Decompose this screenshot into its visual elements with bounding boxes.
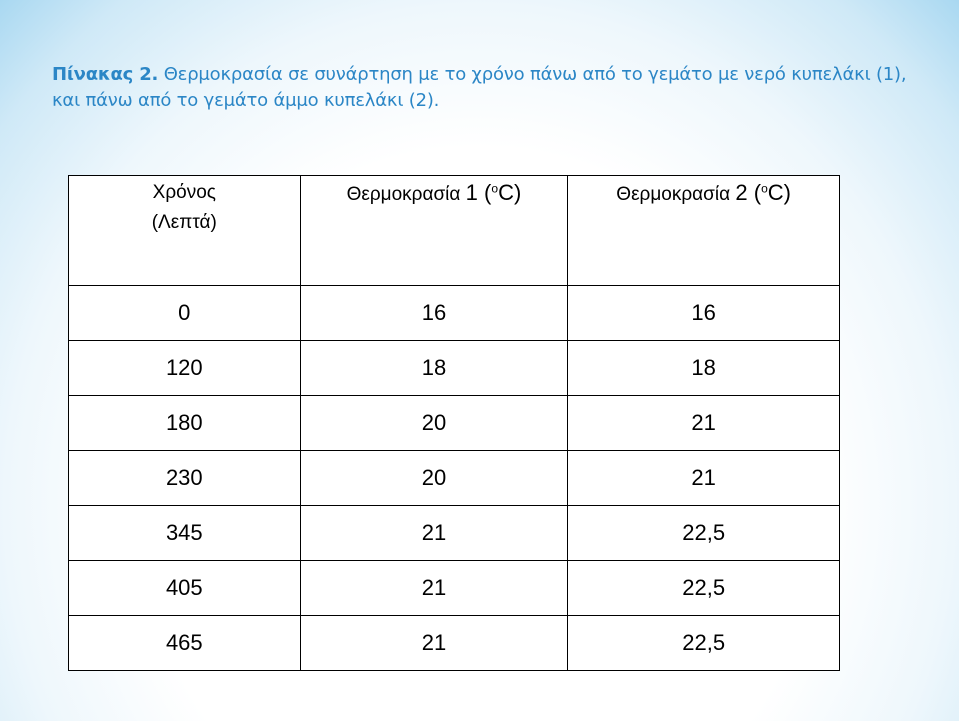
header-temperature-2 bbox=[568, 176, 840, 286]
header-t2-close: C) bbox=[767, 180, 791, 205]
header-t1-degree: ο bbox=[491, 181, 499, 196]
cell-temperature-2: 22,5 bbox=[568, 616, 840, 671]
cell-temperature-1: 20 bbox=[300, 451, 568, 506]
caption-label: Πίνακας 2. bbox=[52, 64, 159, 85]
caption-text: Θερμοκρασία σε συνάρτηση με το χρόνο πάνω από το γεμάτο με νερό κυπελάκι (1), και πάνω από το γεμάτο άμμο κυπελάκι (2). bbox=[52, 64, 907, 111]
header-t2-degree: ο bbox=[761, 181, 768, 196]
cell-time: 405 bbox=[69, 561, 301, 616]
table-row bbox=[69, 451, 840, 506]
header-row bbox=[69, 176, 840, 286]
table-row bbox=[69, 616, 840, 671]
cell-temperature-1: 16 bbox=[300, 286, 568, 341]
header-t1-num: 1 bbox=[465, 180, 478, 205]
header-t2-num: 2 bbox=[735, 180, 748, 205]
cell-temperature-1: 21 bbox=[300, 506, 568, 561]
header-time bbox=[69, 176, 301, 286]
cell-temperature-1: 20 bbox=[300, 396, 568, 451]
cell-temperature-1: 21 bbox=[300, 616, 568, 671]
cell-time: 465 bbox=[69, 616, 301, 671]
cell-temperature-1: 18 bbox=[300, 341, 568, 396]
header-t2-prefix: Θερμοκρασία bbox=[616, 184, 736, 205]
header-t1-prefix: Θερμοκρασία bbox=[346, 184, 466, 205]
cell-temperature-2: 21 bbox=[568, 396, 840, 451]
table-row bbox=[69, 286, 840, 341]
table-row bbox=[69, 506, 840, 561]
cell-temperature-2: 18 bbox=[568, 341, 840, 396]
cell-time: 0 bbox=[69, 286, 301, 341]
cell-temperature-2: 21 bbox=[568, 451, 840, 506]
cell-time: 180 bbox=[69, 396, 301, 451]
header-time-line2: (Λεπτά) bbox=[151, 212, 217, 233]
cell-temperature-1: 21 bbox=[300, 561, 568, 616]
header-t1-open: ( bbox=[477, 180, 492, 205]
cell-time: 345 bbox=[69, 506, 301, 561]
header-t1-close: C) bbox=[498, 180, 522, 205]
cell-temperature-2: 22,5 bbox=[568, 561, 840, 616]
header-temperature-1 bbox=[300, 176, 568, 286]
header-t2-open: ( bbox=[747, 180, 762, 205]
cell-time: 230 bbox=[69, 451, 301, 506]
cell-temperature-2: 22,5 bbox=[568, 506, 840, 561]
table-row bbox=[69, 341, 840, 396]
temperature-table bbox=[68, 175, 840, 671]
header-time-line1: Χρόνος bbox=[152, 182, 216, 203]
table-row bbox=[69, 396, 840, 451]
table-caption bbox=[52, 62, 932, 114]
cell-time: 120 bbox=[69, 341, 301, 396]
table-row bbox=[69, 561, 840, 616]
cell-temperature-2: 16 bbox=[568, 286, 840, 341]
